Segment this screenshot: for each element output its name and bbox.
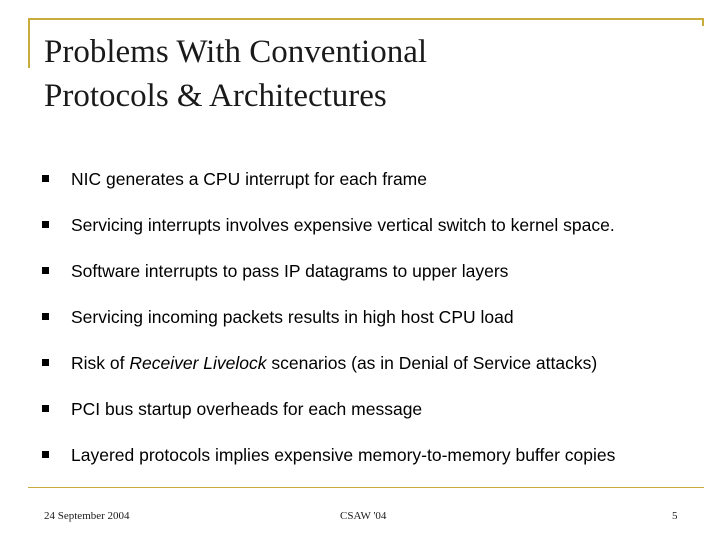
footer-page-number: 5	[672, 510, 678, 522]
bullet-text	[71, 340, 597, 386]
square-bullet-icon	[42, 405, 49, 412]
title-frame-top-rule	[28, 18, 704, 20]
bullet-text-emphasis: Receiver Livelock	[129, 353, 267, 373]
bullet-text	[71, 386, 422, 432]
square-bullet-icon	[42, 221, 49, 228]
bullet-text	[71, 294, 514, 340]
slide-title	[44, 30, 694, 118]
square-bullet-icon	[42, 451, 49, 458]
bullet-item	[42, 248, 702, 294]
bullet-item	[42, 340, 702, 386]
bullet-text-run: Software interrupts to pass IP datagrams to upper layers	[71, 261, 509, 281]
bullet-text-run: Layered protocols implies expensive memory-to-memory buffer copies	[71, 445, 616, 465]
bullet-item	[42, 202, 702, 248]
footer-rule	[28, 487, 704, 488]
bullet-text-run: scenarios (as in Denial of Service attacks)	[266, 353, 598, 373]
bullet-text	[71, 432, 615, 478]
square-bullet-icon	[42, 267, 49, 274]
bullet-text-run: Risk of	[71, 353, 130, 373]
square-bullet-icon	[42, 175, 49, 182]
bullet-item	[42, 156, 702, 202]
bullet-text-run: NIC generates a CPU interrupt for each frame	[71, 169, 427, 189]
square-bullet-icon	[42, 359, 49, 366]
bullet-text	[71, 202, 615, 248]
footer-date: 24 September 2004	[44, 510, 130, 522]
square-bullet-icon	[42, 313, 49, 320]
bullet-text-run: Servicing incoming packets results in high host CPU load	[71, 307, 514, 327]
bullet-text-run: Servicing interrupts involves expensive vertical switch to kernel space.	[71, 215, 615, 235]
bullet-text	[71, 248, 508, 294]
title-frame-right-rule	[702, 18, 704, 26]
bullet-item	[42, 294, 702, 340]
bullet-item	[42, 386, 702, 432]
slide-title-line-1: Problems With Conventional	[44, 34, 428, 70]
footer-event: CSAW '04	[340, 510, 387, 522]
bullet-list	[42, 156, 702, 478]
title-frame-left-rule	[28, 18, 30, 68]
bullet-item	[42, 432, 702, 478]
bullet-text-run: PCI bus startup overheads for each message	[71, 399, 423, 419]
bullet-text	[71, 156, 427, 202]
slide-title-line-2: Protocols & Architectures	[44, 78, 387, 114]
